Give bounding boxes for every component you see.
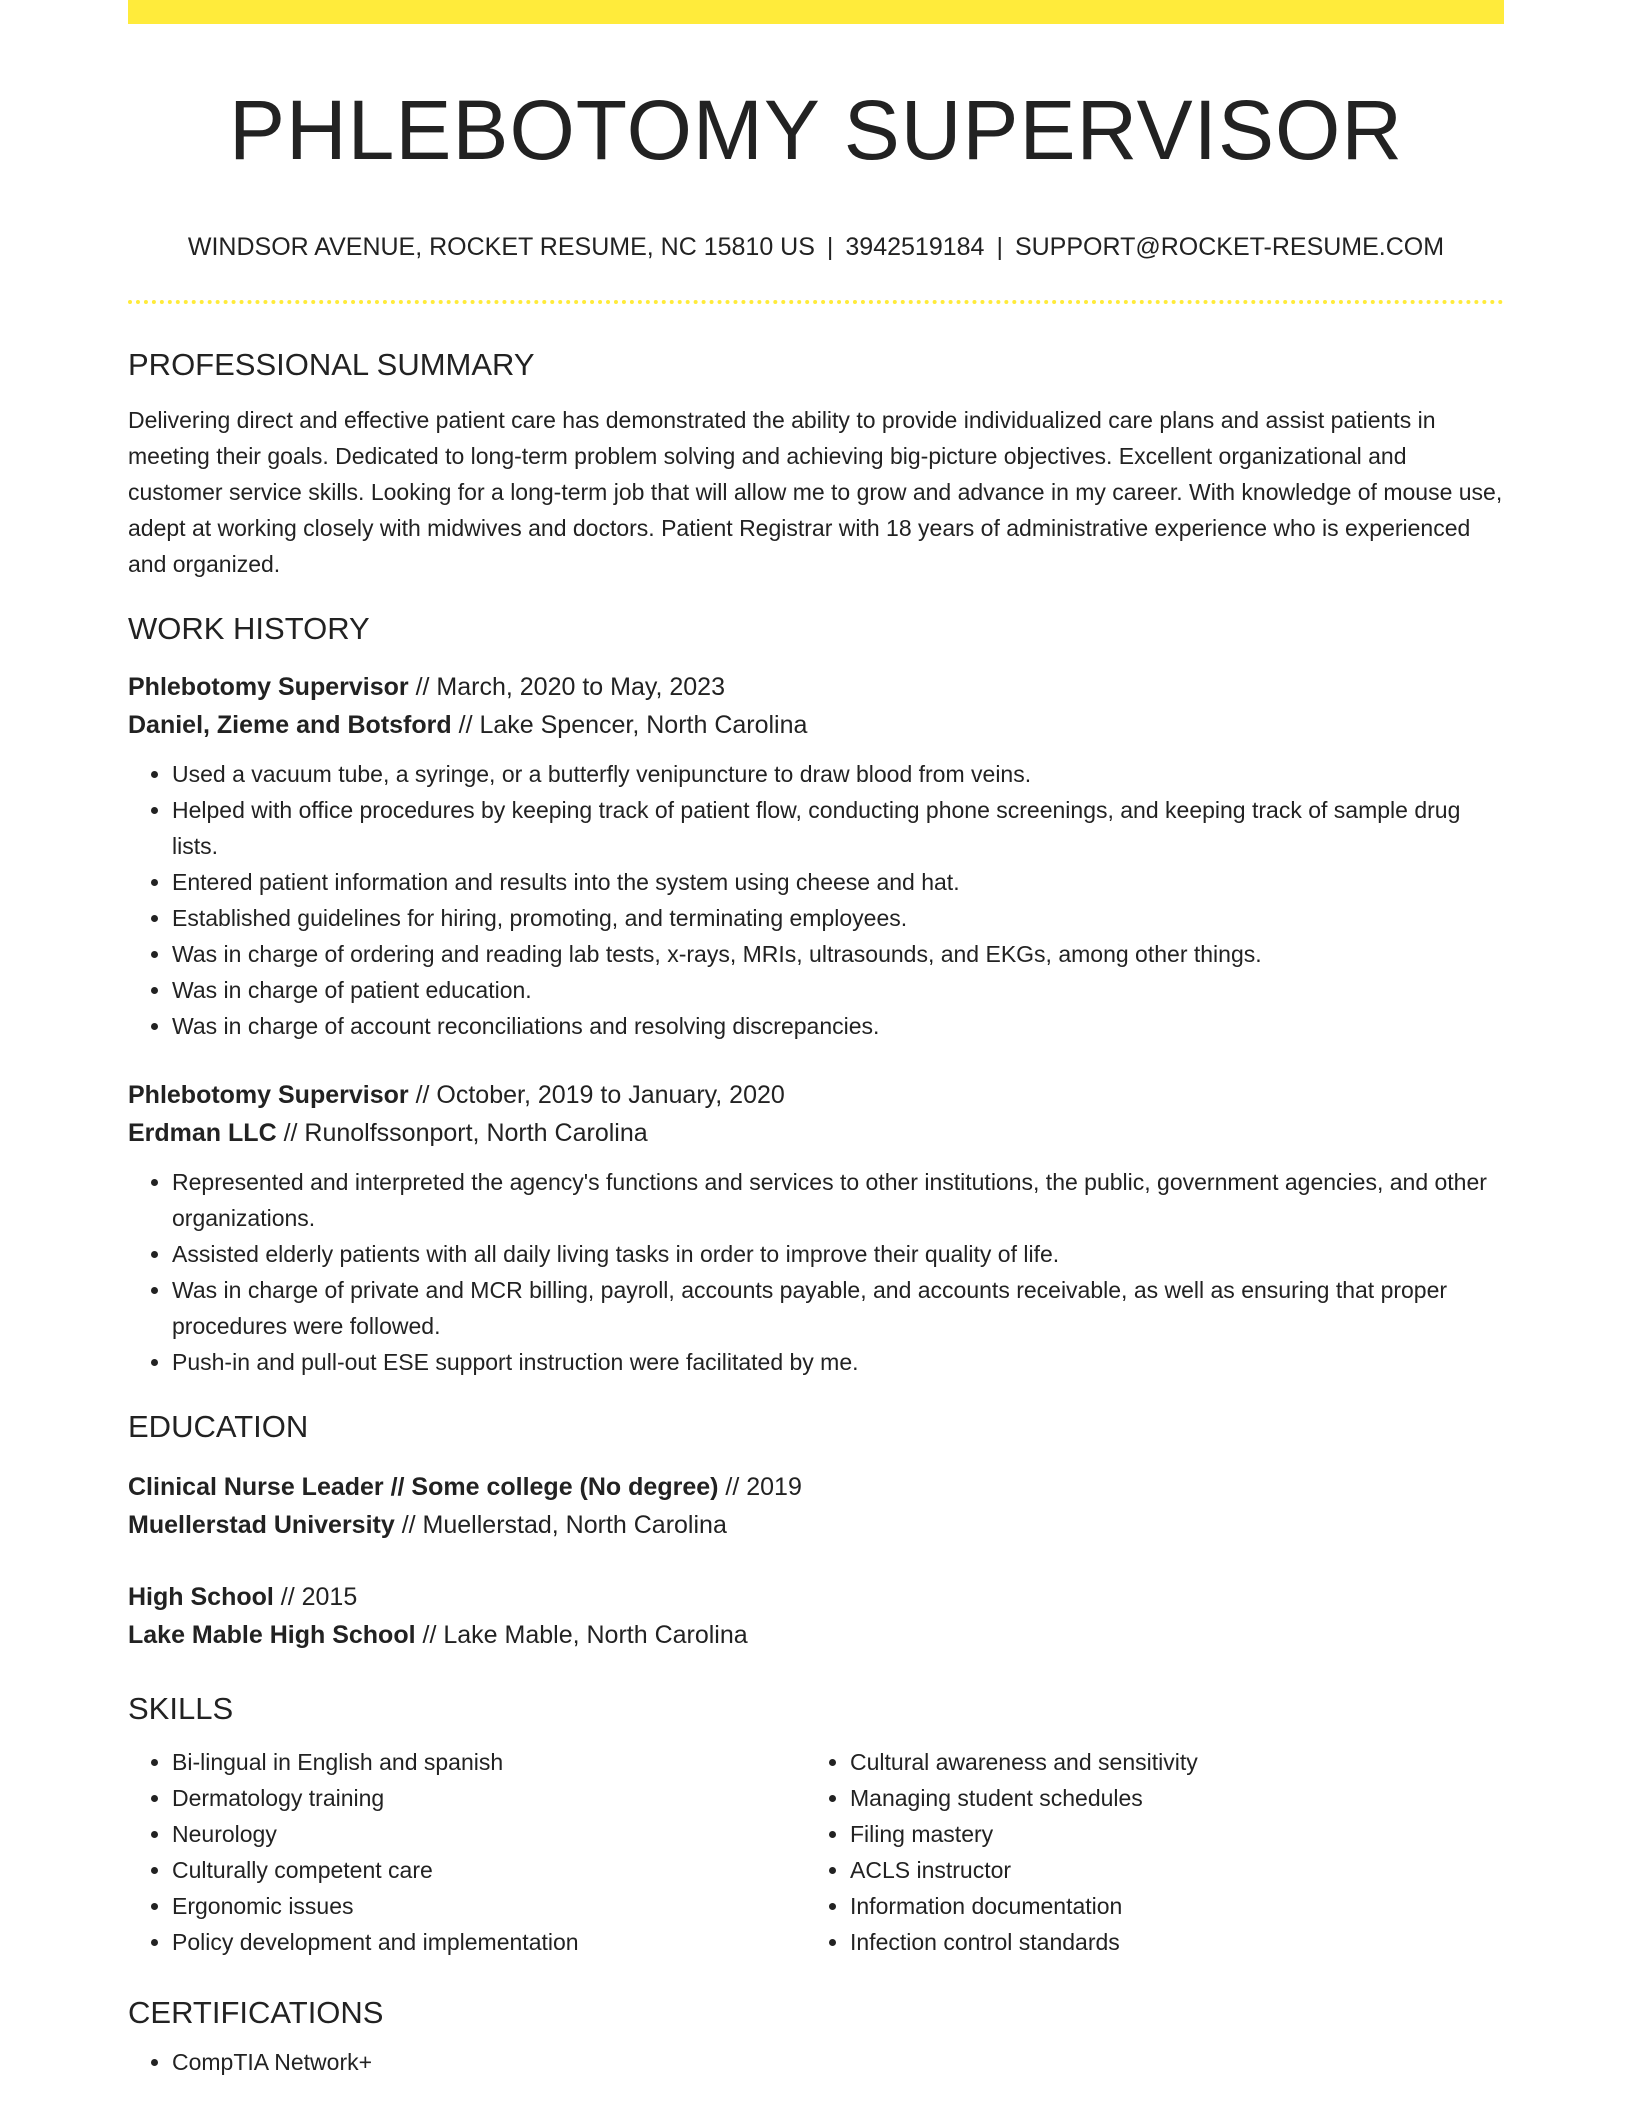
education-degree: Clinical Nurse Leader // Some college (No degree) — [128, 1473, 719, 1501]
summary-text: Delivering direct and effective patient care has demonstrated the ability to provide individualized care plans and assist patients in meeting their goals. Dedicated to long-term problem solving and achieving big-picture objectives. Excellent organizational and customer service skills. Looking for a long-term job that will allow me to grow and advance in my career. With knowledge of mouse use, adept at working closely with midwives and doctors. Patient Registrar with 18 years of administrative experience who is experienced and organized. — [128, 407, 1503, 577]
education-degree-line — [128, 1468, 1504, 1506]
list-item: • Culturally competent care — [172, 1852, 806, 1888]
list-item: • Entered patient information and results into the system using cheese and hat. — [172, 864, 1504, 900]
list-item: • Used a vacuum tube, a syringe, or a butterfly venipuncture to draw blood from veins. — [172, 756, 1504, 792]
job-role-line — [128, 1076, 1504, 1114]
education-school-line — [128, 1616, 1504, 1654]
job-dates: // October, 2019 to January, 2020 — [408, 1081, 785, 1109]
top-accent-bar — [128, 0, 1504, 24]
list-item: • Dermatology training — [172, 1780, 806, 1816]
list-item: • Cultural awareness and sensitivity — [850, 1744, 1484, 1780]
work-history-section-title: WORK HISTORY — [128, 611, 370, 646]
contact-email: SUPPORT@ROCKET-RESUME.COM — [1014, 233, 1445, 261]
list-item: • Was in charge of account reconciliations and resolving discrepancies. — [172, 1008, 1504, 1044]
skills-left-column — [128, 1744, 806, 1960]
education-degree-line — [128, 1578, 1504, 1616]
education-location: // Muellerstad, North Carolina — [394, 1511, 727, 1539]
list-item: • Helped with office procedures by keeping track of patient flow, conducting phone screenings, and keeping track of sample drug lists. — [172, 792, 1504, 864]
list-item: • Infection control standards — [850, 1924, 1484, 1960]
job-company: Erdman LLC — [128, 1119, 277, 1147]
education-year: // 2019 — [718, 1473, 802, 1501]
contact-line — [128, 232, 1504, 262]
summary-section-title: PROFESSIONAL SUMMARY — [128, 347, 535, 382]
list-item: • Represented and interpreted the agency's functions and services to other institutions, the public, government agencies, and other organizations. — [172, 1164, 1504, 1236]
education-school: Lake Mable High School — [128, 1621, 416, 1649]
job-location: // Runolfssonport, North Carolina — [276, 1119, 648, 1147]
education-degree: High School — [128, 1583, 274, 1611]
education-school: Muellerstad University — [128, 1511, 395, 1539]
list-item: • ACLS instructor — [850, 1852, 1484, 1888]
education-entry — [128, 1578, 1504, 1654]
job-company-line — [128, 706, 1504, 744]
list-item: • CompTIA Network+ — [172, 2044, 1504, 2080]
certifications-section-title: CERTIFICATIONS — [128, 1995, 384, 2030]
list-item: • Push-in and pull-out ESE support instruction were facilitated by me. — [172, 1344, 1504, 1380]
list-item: • Managing student schedules — [850, 1780, 1484, 1816]
education-location: // Lake Mable, North Carolina — [415, 1621, 748, 1649]
skills-columns — [128, 1744, 1504, 1960]
list-item: • Was in charge of ordering and reading lab tests, x-rays, MRIs, ultrasounds, and EKGs, among other things. — [172, 936, 1504, 972]
contact-separator: | — [826, 233, 834, 261]
job-location: // Lake Spencer, North Carolina — [451, 711, 808, 739]
skills-right-column — [806, 1744, 1484, 1960]
job-role: Phlebotomy Supervisor — [128, 1081, 409, 1109]
job-bullet-list — [128, 1164, 1504, 1380]
dotted-divider — [128, 300, 1504, 304]
job-dates: // March, 2020 to May, 2023 — [408, 673, 725, 701]
list-item: • Information documentation — [850, 1888, 1484, 1924]
list-item: • Was in charge of private and MCR billing, payroll, accounts payable, and accounts receivable, as well as ensuring that proper procedures were followed. — [172, 1272, 1504, 1344]
job-bullet-list — [128, 756, 1504, 1044]
skills-section-title: SKILLS — [128, 1691, 234, 1726]
list-item: • Assisted elderly patients with all daily living tasks in order to improve their quality of life. — [172, 1236, 1504, 1272]
job-entry — [128, 668, 1504, 1044]
certifications-list — [128, 2044, 1504, 2080]
contact-address: WINDSOR AVENUE, ROCKET RESUME, NC 15810 US — [187, 233, 815, 261]
list-item: • Filing mastery — [850, 1816, 1484, 1852]
list-item: • Neurology — [172, 1816, 806, 1852]
resume-page — [128, 0, 1504, 2080]
education-entry — [128, 1468, 1504, 1544]
job-role: Phlebotomy Supervisor — [128, 673, 409, 701]
list-item: • Bi-lingual in English and spanish — [172, 1744, 806, 1780]
contact-separator: | — [996, 233, 1003, 261]
list-item: • Was in charge of patient education. — [172, 972, 1504, 1008]
job-company-line — [128, 1114, 1504, 1152]
job-role-line — [128, 668, 1504, 706]
resume-name: PHLEBOTOMY SUPERVISOR — [228, 83, 1404, 177]
list-item: • Ergonomic issues — [172, 1888, 806, 1924]
job-company: Daniel, Zieme and Botsford — [128, 711, 452, 739]
education-school-line — [128, 1506, 1504, 1544]
education-year: // 2015 — [273, 1583, 358, 1611]
education-section-title: EDUCATION — [128, 1409, 309, 1444]
list-item: • Established guidelines for hiring, promoting, and terminating employees. — [172, 900, 1504, 936]
list-item: • Policy development and implementation — [172, 1924, 806, 1960]
contact-phone: 3942519184 — [845, 233, 985, 261]
job-entry — [128, 1076, 1504, 1380]
